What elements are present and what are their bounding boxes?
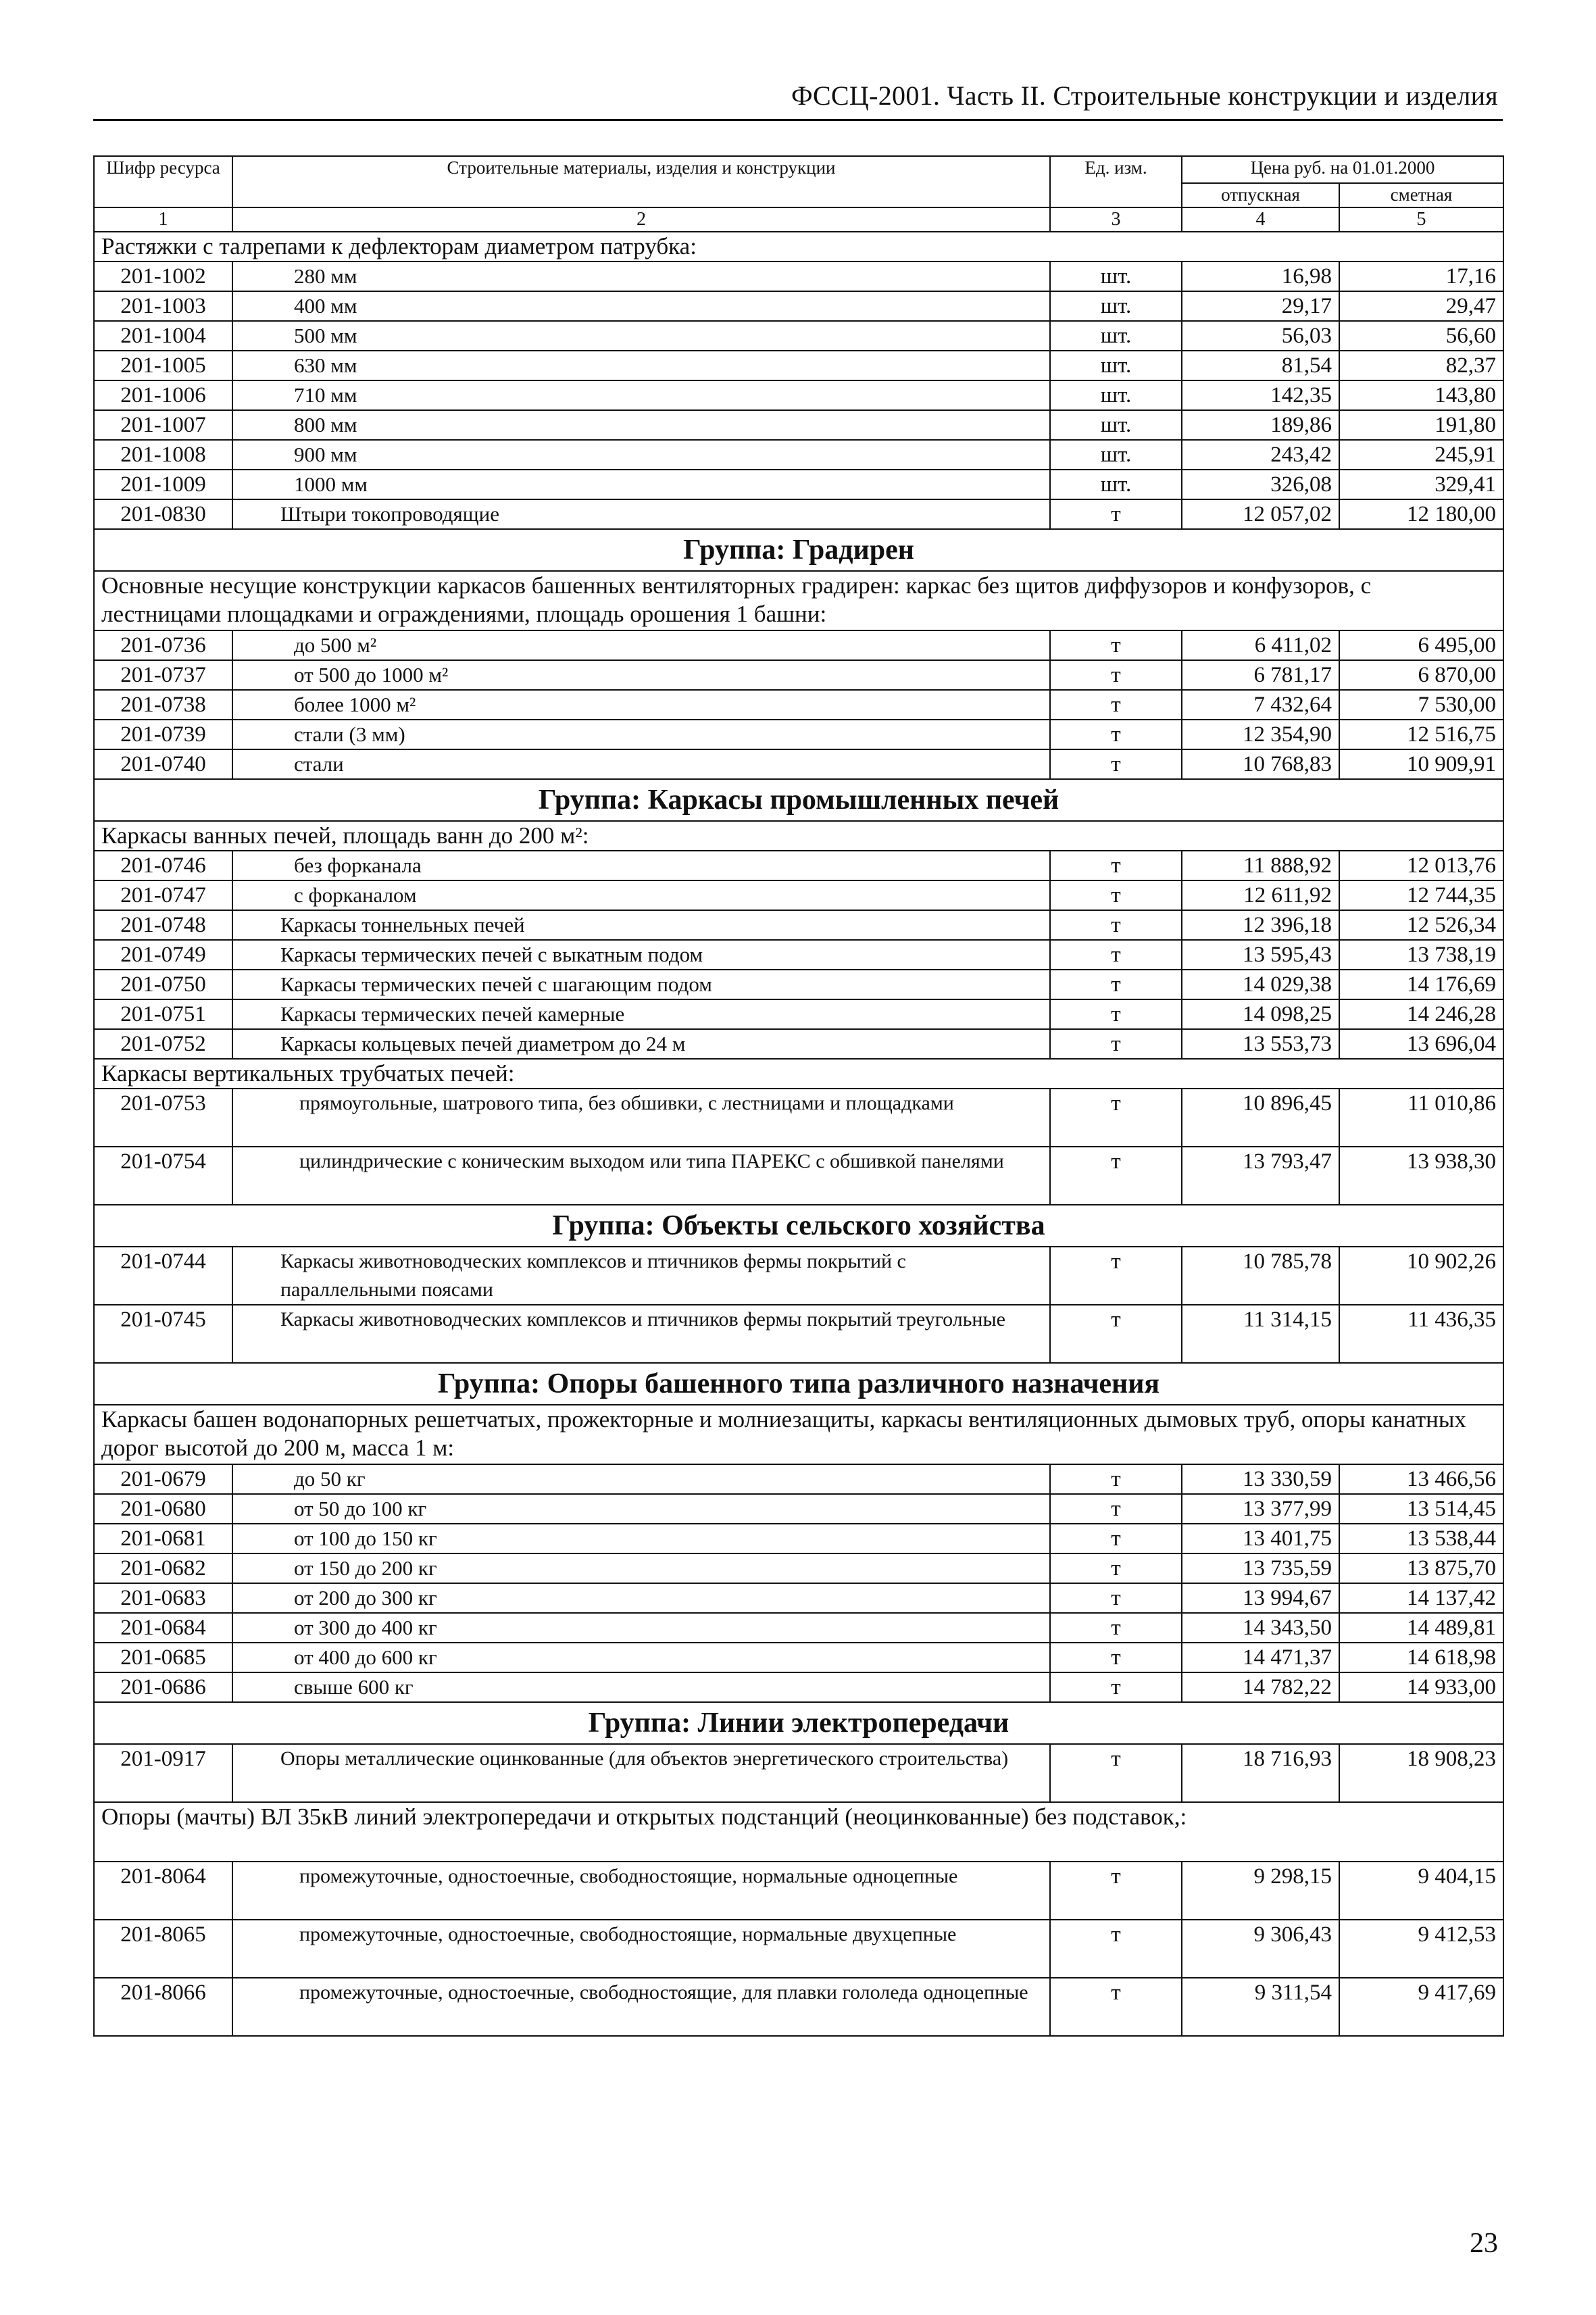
table-row xyxy=(94,1744,1503,1802)
unit: т xyxy=(1050,1583,1182,1613)
subheading: Растяжки с талрепами к дефлекторам диаметром патрубка: xyxy=(94,232,1503,262)
resource-code: 201-0737 xyxy=(94,660,232,690)
table-row xyxy=(94,1089,1503,1147)
table-row xyxy=(94,262,1503,291)
table-row xyxy=(94,1643,1503,1672)
unit: т xyxy=(1050,1089,1182,1147)
price-estimate: 82,37 xyxy=(1339,351,1503,380)
price-release: 13 595,43 xyxy=(1182,940,1339,970)
price-release: 6 411,02 xyxy=(1182,630,1339,660)
unit: шт. xyxy=(1050,380,1182,410)
table-row xyxy=(94,660,1503,690)
price-release: 81,54 xyxy=(1182,351,1339,380)
item-name: 800 мм xyxy=(232,410,1050,440)
unit: шт. xyxy=(1050,410,1182,440)
item-name: промежуточные, одностоечные, свободностоящие, для плавки гололеда одноцепные xyxy=(232,1978,1050,2036)
price-release: 6 781,17 xyxy=(1182,660,1339,690)
price-estimate: 12 526,34 xyxy=(1339,910,1503,940)
item-name: от 100 до 150 кг xyxy=(232,1524,1050,1553)
table-row xyxy=(94,690,1503,720)
price-estimate: 13 875,70 xyxy=(1339,1553,1503,1583)
group-heading: Группа: Объекты сельского хозяйства xyxy=(94,1205,1503,1247)
item-name: 710 мм xyxy=(232,380,1050,410)
subheading-row xyxy=(94,1405,1503,1464)
item-name: с форканалом xyxy=(232,880,1050,910)
table-row xyxy=(94,1147,1503,1205)
item-name: Каркасы животноводческих комплексов и птичников фермы покрытий треугольные xyxy=(232,1305,1050,1363)
price-estimate: 329,41 xyxy=(1339,470,1503,499)
price-release: 12 396,18 xyxy=(1182,910,1339,940)
group-heading: Группа: Градирен xyxy=(94,529,1503,571)
item-name: 900 мм xyxy=(232,440,1050,470)
item-name: более 1000 м² xyxy=(232,690,1050,720)
unit: т xyxy=(1050,660,1182,690)
unit: шт. xyxy=(1050,351,1182,380)
price-release: 13 377,99 xyxy=(1182,1494,1339,1524)
price-estimate: 191,80 xyxy=(1339,410,1503,440)
resource-code: 201-0679 xyxy=(94,1464,232,1494)
price-estimate: 7 530,00 xyxy=(1339,690,1503,720)
column-number-row xyxy=(94,207,1503,232)
unit: т xyxy=(1050,880,1182,910)
unit: шт. xyxy=(1050,321,1182,351)
price-release: 243,42 xyxy=(1182,440,1339,470)
resource-code: 201-0683 xyxy=(94,1583,232,1613)
resource-code: 201-1009 xyxy=(94,470,232,499)
item-name: Каркасы животноводческих комплексов и птичников фермы покрытий с параллельными поясами xyxy=(232,1247,1050,1305)
item-name: до 500 м² xyxy=(232,630,1050,660)
header-price: Цена руб. на 01.01.2000 xyxy=(1182,156,1503,183)
table-row xyxy=(94,999,1503,1029)
price-release: 13 401,75 xyxy=(1182,1524,1339,1553)
header-name: Строительные материалы, изделия и конструкции xyxy=(232,156,1050,207)
price-estimate: 12 180,00 xyxy=(1339,499,1503,529)
table-row xyxy=(94,1583,1503,1613)
resource-code: 201-0917 xyxy=(94,1744,232,1802)
item-name: стали (3 мм) xyxy=(232,720,1050,749)
table-row xyxy=(94,1553,1503,1583)
item-name: от 400 до 600 кг xyxy=(232,1643,1050,1672)
price-release: 13 735,59 xyxy=(1182,1553,1339,1583)
resource-code: 201-8065 xyxy=(94,1920,232,1978)
table-row xyxy=(94,720,1503,749)
resource-code: 201-0752 xyxy=(94,1029,232,1059)
resource-code: 201-0680 xyxy=(94,1494,232,1524)
price-estimate: 12 013,76 xyxy=(1339,851,1503,880)
unit: т xyxy=(1050,1643,1182,1672)
table-row xyxy=(94,470,1503,499)
table-row xyxy=(94,1862,1503,1920)
group-heading: Группа: Опоры башенного типа различного назначения xyxy=(94,1363,1503,1405)
table-row xyxy=(94,499,1503,529)
price-release: 189,86 xyxy=(1182,410,1339,440)
table-row xyxy=(94,749,1503,779)
resource-code: 201-1005 xyxy=(94,351,232,380)
table-row xyxy=(94,410,1503,440)
price-estimate: 12 516,75 xyxy=(1339,720,1503,749)
table-row xyxy=(94,291,1503,321)
table-row xyxy=(94,1978,1503,2036)
price-release: 18 716,93 xyxy=(1182,1744,1339,1802)
item-name: 1000 мм xyxy=(232,470,1050,499)
item-name: от 500 до 1000 м² xyxy=(232,660,1050,690)
price-estimate: 29,47 xyxy=(1339,291,1503,321)
unit: т xyxy=(1050,1029,1182,1059)
unit: т xyxy=(1050,1305,1182,1363)
price-estimate: 14 933,00 xyxy=(1339,1672,1503,1702)
table-row xyxy=(94,970,1503,999)
subheading: Каркасы ванных печей, площадь ванн до 200 м²: xyxy=(94,821,1503,851)
price-release: 14 343,50 xyxy=(1182,1613,1339,1643)
table-row xyxy=(94,940,1503,970)
unit: т xyxy=(1050,1744,1182,1802)
item-name: 280 мм xyxy=(232,262,1050,291)
subheading-row xyxy=(94,571,1503,630)
price-estimate: 56,60 xyxy=(1339,321,1503,351)
item-name: свыше 600 кг xyxy=(232,1672,1050,1702)
price-release: 13 994,67 xyxy=(1182,1583,1339,1613)
item-name: Каркасы термических печей с выкатным подом xyxy=(232,940,1050,970)
unit: т xyxy=(1050,1862,1182,1920)
unit: т xyxy=(1050,720,1182,749)
group-heading: Группа: Каркасы промышленных печей xyxy=(94,779,1503,821)
resource-code: 201-0684 xyxy=(94,1613,232,1643)
item-name: Штыри токопроводящие xyxy=(232,499,1050,529)
table-row xyxy=(94,1494,1503,1524)
unit: т xyxy=(1050,1672,1182,1702)
table-row xyxy=(94,1464,1503,1494)
resource-code: 201-0744 xyxy=(94,1247,232,1305)
group-heading-row xyxy=(94,1702,1503,1744)
unit: т xyxy=(1050,1147,1182,1205)
price-release: 9 311,54 xyxy=(1182,1978,1339,2036)
item-name: промежуточные, одностоечные, свободностоящие, нормальные двухцепные xyxy=(232,1920,1050,1978)
unit: шт. xyxy=(1050,262,1182,291)
resource-code: 201-0747 xyxy=(94,880,232,910)
price-estimate: 13 514,45 xyxy=(1339,1494,1503,1524)
item-name: 400 мм xyxy=(232,291,1050,321)
unit: т xyxy=(1050,1920,1182,1978)
column-number: 1 xyxy=(94,207,232,232)
table-row xyxy=(94,321,1503,351)
price-estimate: 14 137,42 xyxy=(1339,1583,1503,1613)
item-name: 630 мм xyxy=(232,351,1050,380)
resource-code: 201-0738 xyxy=(94,690,232,720)
table-row xyxy=(94,1672,1503,1702)
subheading-row xyxy=(94,1802,1503,1862)
item-name: прямоугольные, шатрового типа, без обшивки, с лестницами и площадками xyxy=(232,1089,1050,1147)
table-row xyxy=(94,1247,1503,1305)
price-release: 16,98 xyxy=(1182,262,1339,291)
price-estimate: 6 495,00 xyxy=(1339,630,1503,660)
price-release: 13 330,59 xyxy=(1182,1464,1339,1494)
column-number: 5 xyxy=(1339,207,1503,232)
item-name: без форканала xyxy=(232,851,1050,880)
group-heading-row xyxy=(94,1205,1503,1247)
unit: шт. xyxy=(1050,440,1182,470)
item-name: промежуточные, одностоечные, свободностоящие, нормальные одноцепные xyxy=(232,1862,1050,1920)
resource-code: 201-0753 xyxy=(94,1089,232,1147)
price-estimate: 13 938,30 xyxy=(1339,1147,1503,1205)
item-name: 500 мм xyxy=(232,321,1050,351)
group-heading-row xyxy=(94,529,1503,571)
price-table xyxy=(93,155,1504,2037)
resource-code: 201-0740 xyxy=(94,749,232,779)
table-row xyxy=(94,351,1503,380)
unit: т xyxy=(1050,630,1182,660)
item-name: от 150 до 200 кг xyxy=(232,1553,1050,1583)
price-estimate: 13 538,44 xyxy=(1339,1524,1503,1553)
subheading: Каркасы вертикальных трубчатых печей: xyxy=(94,1059,1503,1089)
group-heading-row xyxy=(94,779,1503,821)
table-row xyxy=(94,1920,1503,1978)
column-number: 4 xyxy=(1182,207,1339,232)
unit: шт. xyxy=(1050,291,1182,321)
resource-code: 201-0754 xyxy=(94,1147,232,1205)
resource-code: 201-0748 xyxy=(94,910,232,940)
table-row xyxy=(94,380,1503,410)
price-release: 12 611,92 xyxy=(1182,880,1339,910)
unit: т xyxy=(1050,970,1182,999)
price-estimate: 10 909,91 xyxy=(1339,749,1503,779)
header-price-release: отпускная xyxy=(1182,183,1339,207)
resource-code: 201-8064 xyxy=(94,1862,232,1920)
header-unit: Ед. изм. xyxy=(1050,156,1182,207)
resource-code: 201-0830 xyxy=(94,499,232,529)
table-row xyxy=(94,851,1503,880)
price-release: 142,35 xyxy=(1182,380,1339,410)
price-release: 12 057,02 xyxy=(1182,499,1339,529)
resource-code: 201-0745 xyxy=(94,1305,232,1363)
price-release: 29,17 xyxy=(1182,291,1339,321)
price-release: 7 432,64 xyxy=(1182,690,1339,720)
unit: т xyxy=(1050,1524,1182,1553)
subheading: Каркасы башен водонапорных решетчатых, прожекторные и молниезащиты, каркасы вентиляционных дымовых труб, опоры канатных дорог высотой до 200 м, масса 1 м: xyxy=(94,1405,1503,1464)
resource-code: 201-0750 xyxy=(94,970,232,999)
item-name: до 50 кг xyxy=(232,1464,1050,1494)
item-name: стали xyxy=(232,749,1050,779)
price-release: 9 306,43 xyxy=(1182,1920,1339,1978)
resource-code: 201-1006 xyxy=(94,380,232,410)
unit: т xyxy=(1050,499,1182,529)
resource-code: 201-0736 xyxy=(94,630,232,660)
table-row xyxy=(94,1029,1503,1059)
subheading-row xyxy=(94,1059,1503,1089)
table-row xyxy=(94,1613,1503,1643)
price-release: 13 793,47 xyxy=(1182,1147,1339,1205)
page-number: 23 xyxy=(1470,2228,1498,2259)
item-name: Каркасы термических печей камерные xyxy=(232,999,1050,1029)
resource-code: 201-0685 xyxy=(94,1643,232,1672)
resource-code: 201-0682 xyxy=(94,1553,232,1583)
table-row xyxy=(94,1524,1503,1553)
price-estimate: 12 744,35 xyxy=(1339,880,1503,910)
table-row xyxy=(94,630,1503,660)
price-estimate: 13 466,56 xyxy=(1339,1464,1503,1494)
price-estimate: 14 618,98 xyxy=(1339,1643,1503,1672)
item-name: цилиндрические с коническим выходом или типа ПАРЕКС с обшивкой панелями xyxy=(232,1147,1050,1205)
item-name: Каркасы термических печей с шагающим подом xyxy=(232,970,1050,999)
resource-code: 201-1004 xyxy=(94,321,232,351)
item-name: от 300 до 400 кг xyxy=(232,1613,1050,1643)
header-price-estimate: сметная xyxy=(1339,183,1503,207)
item-name: от 50 до 100 кг xyxy=(232,1494,1050,1524)
resource-code: 201-0739 xyxy=(94,720,232,749)
price-release: 14 029,38 xyxy=(1182,970,1339,999)
unit: т xyxy=(1050,851,1182,880)
subheading: Опоры (мачты) ВЛ 35кВ линий электропередачи и открытых подстанций (неоцинкованные) без подставок,: xyxy=(94,1802,1503,1862)
table-row xyxy=(94,1305,1503,1363)
price-estimate: 13 696,04 xyxy=(1339,1029,1503,1059)
subheading-row xyxy=(94,232,1503,262)
table-row xyxy=(94,440,1503,470)
price-release: 9 298,15 xyxy=(1182,1862,1339,1920)
price-estimate: 10 902,26 xyxy=(1339,1247,1503,1305)
price-estimate: 11 010,86 xyxy=(1339,1089,1503,1147)
price-estimate: 6 870,00 xyxy=(1339,660,1503,690)
price-estimate: 143,80 xyxy=(1339,380,1503,410)
price-estimate: 11 436,35 xyxy=(1339,1305,1503,1363)
group-heading-row xyxy=(94,1363,1503,1405)
page-title: ФССЦ-2001. Часть II. Строительные конструкции и изделия xyxy=(791,80,1498,111)
resource-code: 201-8066 xyxy=(94,1978,232,2036)
group-heading: Группа: Линии электропередачи xyxy=(94,1702,1503,1744)
item-name: от 200 до 300 кг xyxy=(232,1583,1050,1613)
unit: т xyxy=(1050,1247,1182,1305)
unit: т xyxy=(1050,1494,1182,1524)
price-estimate: 9 404,15 xyxy=(1339,1862,1503,1920)
price-estimate: 14 176,69 xyxy=(1339,970,1503,999)
unit: т xyxy=(1050,749,1182,779)
header-code: Шифр ресурса xyxy=(94,156,232,207)
price-estimate: 9 417,69 xyxy=(1339,1978,1503,2036)
table-header-row xyxy=(94,156,1503,183)
unit: шт. xyxy=(1050,470,1182,499)
price-release: 10 768,83 xyxy=(1182,749,1339,779)
price-estimate: 18 908,23 xyxy=(1339,1744,1503,1802)
resource-code: 201-1008 xyxy=(94,440,232,470)
table-row xyxy=(94,880,1503,910)
resource-code: 201-1002 xyxy=(94,262,232,291)
price-release: 10 785,78 xyxy=(1182,1247,1339,1305)
resource-code: 201-1007 xyxy=(94,410,232,440)
price-release: 14 782,22 xyxy=(1182,1672,1339,1702)
price-estimate: 13 738,19 xyxy=(1339,940,1503,970)
price-estimate: 14 489,81 xyxy=(1339,1613,1503,1643)
price-release: 11 314,15 xyxy=(1182,1305,1339,1363)
price-estimate: 14 246,28 xyxy=(1339,999,1503,1029)
unit: т xyxy=(1050,910,1182,940)
price-release: 12 354,90 xyxy=(1182,720,1339,749)
column-number: 2 xyxy=(232,207,1050,232)
unit: т xyxy=(1050,1553,1182,1583)
item-name: Каркасы тоннельных печей xyxy=(232,910,1050,940)
unit: т xyxy=(1050,690,1182,720)
subheading-row xyxy=(94,821,1503,851)
price-release: 14 098,25 xyxy=(1182,999,1339,1029)
resource-code: 201-0686 xyxy=(94,1672,232,1702)
unit: т xyxy=(1050,1978,1182,2036)
item-name: Каркасы кольцевых печей диаметром до 24 м xyxy=(232,1029,1050,1059)
unit: т xyxy=(1050,940,1182,970)
price-estimate: 9 412,53 xyxy=(1339,1920,1503,1978)
table-row xyxy=(94,910,1503,940)
resource-code: 201-1003 xyxy=(94,291,232,321)
price-release: 10 896,45 xyxy=(1182,1089,1339,1147)
price-release: 56,03 xyxy=(1182,321,1339,351)
price-estimate: 245,91 xyxy=(1339,440,1503,470)
resource-code: 201-0746 xyxy=(94,851,232,880)
unit: т xyxy=(1050,999,1182,1029)
resource-code: 201-0751 xyxy=(94,999,232,1029)
price-release: 14 471,37 xyxy=(1182,1643,1339,1672)
resource-code: 201-0749 xyxy=(94,940,232,970)
subheading: Основные несущие конструкции каркасов башенных вентиляторных градирен: каркас без щитов диффузоров и конфузоров, с лестницами площадками и ограждениями, площадь орошения 1 башни: xyxy=(94,571,1503,630)
column-number: 3 xyxy=(1050,207,1182,232)
price-estimate: 17,16 xyxy=(1339,262,1503,291)
price-release: 326,08 xyxy=(1182,470,1339,499)
item-name: Опоры металлические оцинкованные (для объектов энергетического строительства) xyxy=(232,1744,1050,1802)
header-divider xyxy=(93,119,1503,121)
price-release: 13 553,73 xyxy=(1182,1029,1339,1059)
resource-code: 201-0681 xyxy=(94,1524,232,1553)
unit: т xyxy=(1050,1613,1182,1643)
unit: т xyxy=(1050,1464,1182,1494)
price-release: 11 888,92 xyxy=(1182,851,1339,880)
